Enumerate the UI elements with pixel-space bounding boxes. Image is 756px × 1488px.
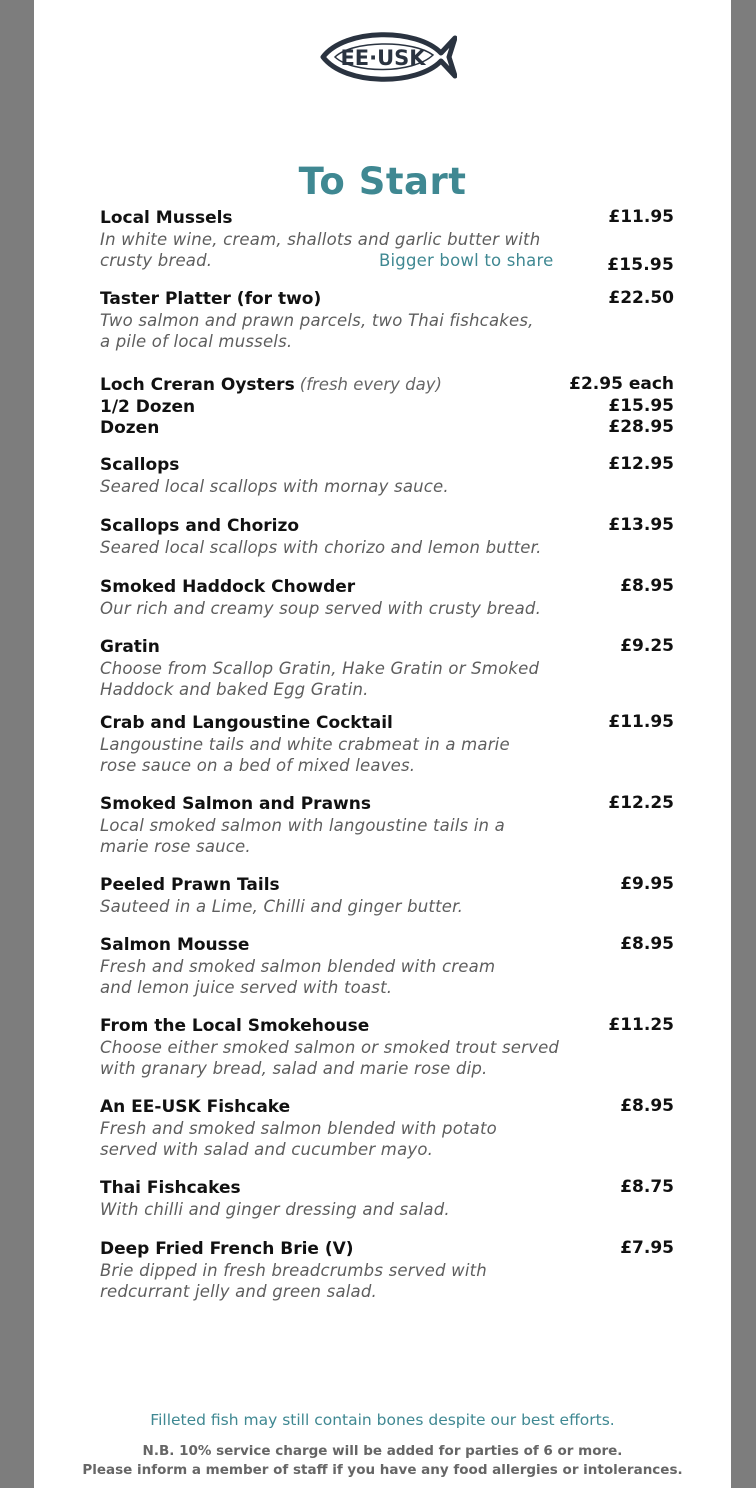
item-price: £9.25 xyxy=(620,636,674,656)
item-desc: crusty bread. xyxy=(100,251,213,270)
item-desc: Langoustine tails and white crabmeat in a marie xyxy=(100,734,510,754)
menu-item xyxy=(100,288,674,353)
item-name: Smoked Salmon and Prawns xyxy=(100,794,371,814)
menu-item xyxy=(100,793,674,858)
section-title: To Start xyxy=(298,160,467,203)
item-price: £12.95 xyxy=(608,454,674,474)
menu-item xyxy=(100,1238,674,1303)
item-price: £2.95 each xyxy=(569,374,674,394)
item-desc: and lemon juice served with toast. xyxy=(100,978,393,997)
item-desc: redcurrant jelly and green salad. xyxy=(100,1282,377,1301)
item-name: Local Mussels xyxy=(100,208,233,228)
item-desc: With chilli and ginger dressing and salad. xyxy=(100,1199,450,1219)
item-price: £12.25 xyxy=(608,793,674,813)
item-desc: Our rich and creamy soup served with crusty bread. xyxy=(100,598,542,618)
item-name: Scallops and Chorizo xyxy=(100,516,300,536)
item-desc: Sauteed in a Lime, Chilli and ginger butter. xyxy=(100,896,464,916)
item-price: £15.95 xyxy=(608,395,674,416)
item-name: Crab and Langoustine Cocktail xyxy=(100,713,393,733)
item-desc: In white wine, cream, shallots and garlic butter with xyxy=(100,229,541,249)
item-desc: Brie dipped in fresh breadcrumbs served with xyxy=(100,1260,487,1280)
item-name: Smoked Haddock Chowder xyxy=(100,577,356,597)
menu-item xyxy=(100,1177,674,1220)
item-name: Deep Fried French Brie (V) xyxy=(100,1239,354,1259)
item-desc: Seared local scallops with mornay sauce. xyxy=(100,476,449,496)
item-desc: marie rose sauce. xyxy=(100,837,251,856)
item-price: £8.95 xyxy=(620,1096,674,1116)
item-desc: Haddock and baked Egg Gratin. xyxy=(100,680,369,699)
menu-item xyxy=(100,515,674,558)
item-desc: Two salmon and prawn parcels, two Thai fishcakes, xyxy=(100,310,534,330)
item-name: Gratin xyxy=(100,637,160,657)
menu-page xyxy=(34,0,731,1488)
item-note: (fresh every day) xyxy=(299,375,442,394)
menu-item xyxy=(100,454,674,497)
item-price: £11.95 xyxy=(608,712,674,732)
item-name: Salmon Mousse xyxy=(100,935,250,955)
item-price: £9.95 xyxy=(620,874,674,894)
item-price: £7.95 xyxy=(620,1238,674,1258)
menu-item xyxy=(100,636,674,701)
item-desc: a pile of local mussels. xyxy=(100,332,293,351)
item-desc: with granary bread, salad and marie rose dip. xyxy=(100,1059,488,1078)
item-price: £22.50 xyxy=(608,288,674,308)
item-price: £28.95 xyxy=(608,417,674,437)
item-price: £13.95 xyxy=(608,515,674,535)
item-desc: rose sauce on a bed of mixed leaves. xyxy=(100,756,416,775)
item-price: £8.95 xyxy=(620,576,674,596)
item-name: Peeled Prawn Tails xyxy=(100,875,280,895)
item-price: £8.75 xyxy=(620,1177,674,1197)
oyster-dozen: Dozen xyxy=(100,418,160,438)
item-desc: Choose from Scallop Gratin, Hake Gratin or Smoked xyxy=(100,658,540,678)
item-desc: Choose either smoked salmon or smoked trout served xyxy=(100,1037,560,1057)
item-price: £8.95 xyxy=(620,934,674,954)
item-desc: Local smoked salmon with langoustine tails in a xyxy=(100,815,505,835)
item-desc: Seared local scallops with chorizo and lemon butter. xyxy=(100,537,542,557)
menu-item-oysters xyxy=(100,374,674,439)
item-name: Scallops xyxy=(100,455,180,475)
share-label: Bigger bowl to share xyxy=(379,251,554,270)
ee-usk-logo xyxy=(317,24,457,90)
item-desc: Fresh and smoked salmon blended with cream xyxy=(100,956,496,976)
item-name: Taster Platter (for two) xyxy=(100,289,322,309)
share-price: £15.95 xyxy=(607,255,674,275)
item-name: An EE-USK Fishcake xyxy=(100,1097,291,1117)
menu-item xyxy=(100,1096,674,1161)
item-name: From the Local Smokehouse xyxy=(100,1016,370,1036)
menu-item xyxy=(100,874,674,917)
logo-text: EE·USK xyxy=(340,46,426,70)
item-desc: Fresh and smoked salmon blended with potato xyxy=(100,1118,497,1138)
item-price: £11.25 xyxy=(608,1015,674,1035)
item-price: £11.95 xyxy=(608,207,674,227)
menu-item-mussels xyxy=(100,207,674,275)
menu-item xyxy=(100,934,674,999)
bones-note: Filleted fish may still contain bones despite our best efforts. xyxy=(150,1411,615,1429)
allergy-note: Please inform a member of staff if you have any food allergies or intolerances. xyxy=(82,1462,683,1478)
menu-item xyxy=(100,712,674,777)
service-charge-note: N.B. 10% service charge will be added for parties of 6 or more. xyxy=(142,1443,623,1459)
item-name: Thai Fishcakes xyxy=(100,1178,241,1198)
item-name: Loch Creran Oysters xyxy=(100,375,295,395)
menu-item xyxy=(100,576,674,619)
oyster-half-dozen: 1/2 Dozen xyxy=(100,396,196,417)
item-desc: served with salad and cucumber mayo. xyxy=(100,1140,434,1159)
menu-item xyxy=(100,1015,674,1080)
